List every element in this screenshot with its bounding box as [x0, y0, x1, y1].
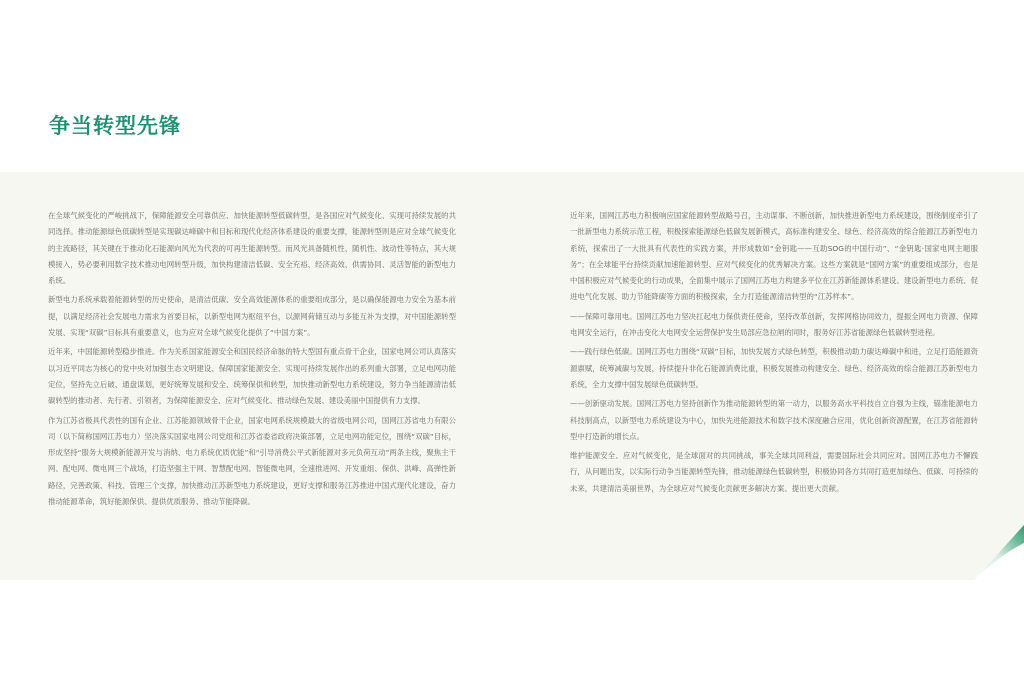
left-paragraph-4: 作为江苏省极具代表性的国有企业、江苏能源领域骨干企业，国家电网系统规模最大的省级电网公司，国网江苏省电力有限公司（以下简称国网江苏电力）坚决落实国家电网公司党组和江苏省委省政府决策部署，立足电网功能定位，围绕“双碳”目标，形成坚持“服务大规模新能源开发与消纳、电力系统优质优能”和“引导消费公平式新能源对多元负荷互动”两条主线，聚焦主干网、配电网、微电网三个战场，打造坚强主干网、智慧配电网、智能微电网，全速推进网、开发重组、保供、洪峰、高弹性新路径，完善政策、科技、管理三个支撑，加快推动江苏新型电力系统建设，更好支撑和服务江苏推进中国式现代化建设，奋力推动能源革命，筑好能源保供、提供优质服务、推动节能降碳。 — [48, 415, 456, 507]
left-paragraph-1: 在全球气候变化的严峻挑战下，保障能源安全可靠供应、加快能源转型低碳转型，是各国应对气候变化、实现可持续发展的共同选择。推动能源绿色低碳转型是实现碳达峰碳中和目标和现代化经济体系建设的重要支撑，能源转型则是应对全球气候变化的主流路径，其关键在于推动化石能源向风光为代表的可再生能源转型。而风光具备随机性、随机性、波动性等特点，其大规模接入，势必要利用数字技术推动电网转型升级，加快构建清洁低碳、安全充裕、经济高效、供需协同、灵活智能的新型电力系统。 — [48, 211, 456, 286]
right-paragraph-3: ——践行绿色低碳。国网江苏电力围绕“双碳”目标，加快发展方式绿色转型，积极推动助力碳达峰碳中和进，立足打造能源资源禀赋，统筹减碳与发展，持续提升非化石能源消费比重，积极发展推动构建安全、绿色、经济高效的综合能源江苏新型电力系统，全力支撑中国发展绿色低碳转型。 — [570, 347, 978, 389]
left-paragraph-2: 新型电力系统承载着能源转型的历史使命，是清洁低碳、安全高效能源体系的重要组成部分，是以确保能源电力安全为基本前提，以满足经济社会发展电力需求为首要目标，以新型电网为枢纽平台，以源网荷储互动与多能互补为支撑，对中国能源转型发展、实现“双碳”目标具有重要意义，也为应对全球气候变化提供了“中国方案”。 — [48, 295, 456, 338]
left-paragraph-3: 近年来，中国能源转型稳步推进。作为关系国家能源安全和国民经济命脉的特大型国有重点骨干企业，国家电网公司认真落实以习近平同志为核心的党中央对加强生态文明建设、保障国家能源安全、实现可持续发展作出的系列重大部署，立足电网功能定位，坚持先立后破、通盘谋划，更好统筹发展和安全、统筹保供和转型，加快推动新型电力系统建设，努力争当能源清洁低碳转型的推动者、先行者、引领者，为保障能源安全、应对气候变化、推动绿色发展、建设美丽中国提供有力支撑。 — [48, 347, 456, 406]
page-curl-icon — [974, 525, 1024, 580]
right-paragraph-1: 近年来，国网江苏电力积极响应国家能源转型战略号召，主动谋事、不断创新，加快推进新型电力系统建设，围绕制度牵引了一批新型电力系统示范工程，积极探索能源绿色低碳发展新模式，高标准构建安全、绿色、经济高效的综合能源江苏新型电力系统，探索出了一大批具有代表性的实践方案，并形成数如“金钥匙——互助SOG的中国行动”、“金钥匙·国家电网主题服务”；在全球能平台持续贡献加速能源转型、应对气候变化的优秀解决方案。这些方案就是“国网方案”的重要组成部分，也是中国积极应对气候变化的行动成果，全面集中展示了国网江苏电力构建多平位在江苏新能源体系建设、建设新型电力系统、促进电气化发展、助力节能降碳等方面的积极探索，全力打造能源清洁转型的“江苏样本”。 — [570, 211, 978, 302]
page-title: 争当转型先锋 — [49, 114, 181, 138]
right-paragraph-4: ——创新驱动发展。国网江苏电力坚持创新作为推动能源转型的第一动力，以服务高水平科技自立自强为主线，锚准能源电力科技制高点，以新型电力系统建设为中心，加快先进能源技术和数字技术深度融合应用，优化创新资源配置，在江苏省能源转型中打造新的增长点。 — [570, 399, 978, 441]
right-paragraph-5: 维护能源安全、应对气候变化，是全球面对的共同挑战，事关全球共同利益，需要国际社会共同应对。国网江苏电力不懈践行，从问题出发，以实际行动争当能源转型先锋，推动能源绿色低碳转型，积极协同各方共同打造更加绿色、低碳、可持续的未来，共建清洁美丽世界，为全球应对气候变化贡献更多解决方案、提出更大贡献。 — [570, 451, 978, 493]
left-column — [48, 208, 456, 513]
right-column — [570, 208, 978, 500]
right-paragraph-2: ——保障可靠用电。国网江苏电力坚决扛起电力保供责任使命，坚持改革创新，发挥网格协同效力，提振全网电力资源、保障电网安全运行，在冲击变化大电网安全运营保护发生局部应急拉闸的同时，服务好江苏省能源绿色低碳转型进程。 — [570, 311, 978, 338]
